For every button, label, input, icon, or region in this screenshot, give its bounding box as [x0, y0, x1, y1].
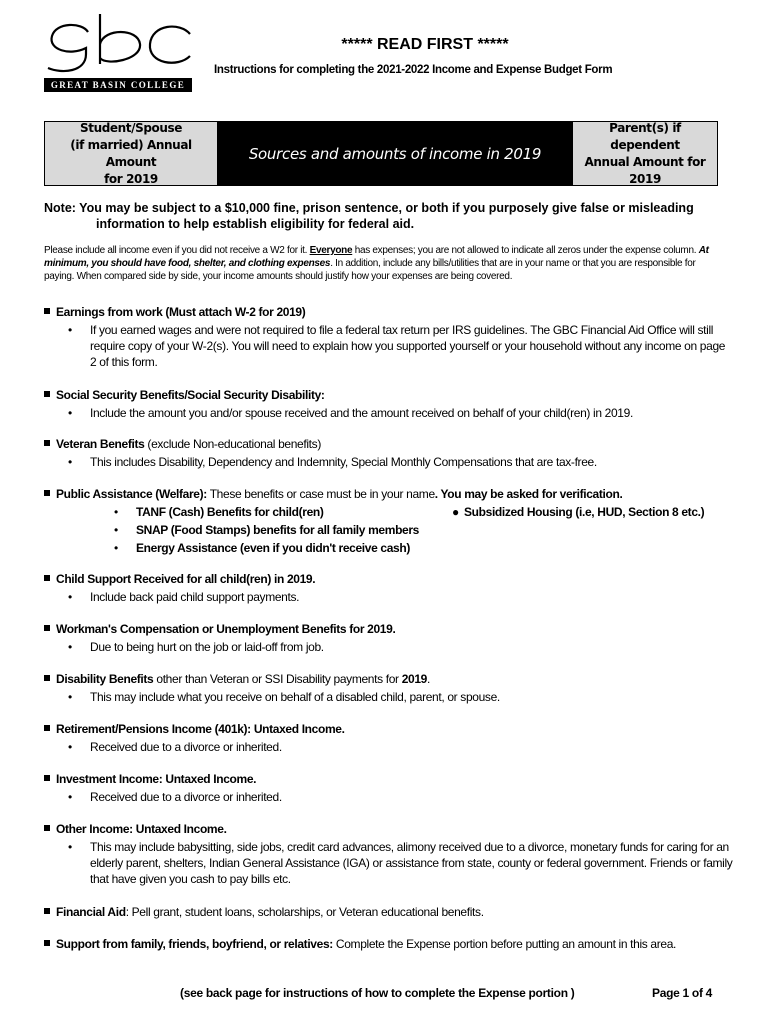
- section-earnings: [44, 304, 734, 370]
- list-item: [44, 589, 734, 605]
- section-heading: Retirement/Pensions Income (401k): Untaxed Income.: [56, 722, 345, 736]
- bullet-icon: •: [114, 523, 118, 537]
- section-heading-year: 2019: [401, 672, 427, 686]
- note-line2: information to help establish eligibility for federal aid.: [96, 217, 415, 231]
- bullet-icon: •: [68, 590, 72, 604]
- intro-emphasis: At minimum, you should have food, shelter, and clothing expenses: [44, 245, 709, 269]
- list-item-text: Due to being hurt on the job or laid-off from job.: [90, 640, 324, 654]
- student-header-line2: (if married) Annual Amount: [70, 137, 192, 169]
- gbc-logo-mark: [42, 14, 194, 78]
- section-financial-aid: [44, 904, 734, 920]
- list-item-text: Include the amount you and/or spouse received and the amount received on behalf of your child(ren) in 2019.: [90, 406, 633, 420]
- square-bullet-icon: [44, 490, 50, 496]
- section-heading: Support from family, friends, boyfriend, or relatives:: [56, 937, 333, 951]
- square-bullet-icon: [44, 308, 50, 314]
- student-spouse-column-header: [45, 122, 217, 185]
- bullet-icon: •: [68, 323, 72, 337]
- section-heading: Veteran Benefits: [56, 437, 145, 451]
- bullet-icon: •: [114, 541, 118, 555]
- list-item-text: This may include babysitting, side jobs, credit card advances, alimony received due to a divorce, monetary funds for caring for an elderly parent, shelters, Indian General Assistance (IGA) or assistance from state, county or federal government. Friends or family that have given you cash to pay bills etc.: [90, 840, 733, 886]
- section-veteran: [44, 436, 734, 470]
- instructions-title: Instructions for completing the 2021-2022 Income and Expense Budget Form: [214, 64, 613, 76]
- square-bullet-icon: [44, 675, 50, 681]
- tanf-item: TANF (Cash) Benefits for child(ren): [136, 505, 324, 519]
- list-item: [44, 789, 734, 805]
- list-item-text: Received due to a divorce or inherited.: [90, 740, 282, 754]
- square-bullet-icon: [44, 940, 50, 946]
- section-heading: Social Security Benefits/Social Security Disability:: [56, 388, 325, 402]
- section-heading-end: . You may be asked for verification.: [434, 487, 623, 501]
- energy-item: Energy Assistance (even if you didn't receive cash): [136, 541, 411, 555]
- snap-item: SNAP (Food Stamps) benefits for all family members: [136, 523, 420, 537]
- square-bullet-icon: [44, 825, 50, 831]
- section-heading: Investment Income: Untaxed Income.: [56, 772, 257, 786]
- square-bullet-icon: [44, 908, 50, 914]
- list-item-text: This may include what you receive on behalf of a disabled child, parent, or spouse.: [90, 690, 500, 704]
- square-bullet-icon: [44, 440, 50, 446]
- student-header-line3: for 2019: [104, 171, 158, 186]
- bullet-icon: •: [68, 690, 72, 704]
- section-heading: Disability Benefits: [56, 672, 154, 686]
- section-public-assistance: [44, 486, 734, 556]
- square-bullet-icon: [44, 575, 50, 581]
- intro-text-2: has expenses; you are not allowed to indicate all zeros under the expense column.: [352, 245, 699, 256]
- intro-everyone: Everyone: [309, 245, 353, 256]
- section-heading-rest: other than Veteran or SSI Disability payments for: [153, 672, 402, 686]
- section-heading-end: .: [426, 672, 430, 686]
- read-first-heading: ***** READ FIRST *****: [341, 36, 509, 53]
- section-family-support: [44, 936, 734, 952]
- section-heading-rest: (exclude Non-educational benefits): [144, 437, 321, 451]
- intro-paragraph: [44, 244, 714, 283]
- section-heading: Workman's Compensation or Unemployment Benefits for 2019.: [56, 622, 396, 636]
- list-item: [44, 739, 734, 755]
- income-sources-title: Sources and amounts of income in 2019: [217, 122, 573, 185]
- bullet-icon: •: [68, 640, 72, 654]
- section-disability: [44, 671, 734, 705]
- bullet-list: [44, 589, 734, 605]
- bullet-list: [44, 454, 734, 470]
- intro-text-1: Please include all income even if you did not receive a W2 for it.: [44, 245, 310, 256]
- bullet-list: [44, 739, 734, 755]
- bullet-list: [44, 689, 734, 705]
- list-item-text: Received due to a divorce or inherited.: [90, 790, 282, 804]
- list-item: [44, 405, 734, 421]
- bullet-list: [44, 322, 734, 370]
- section-workmans-comp: [44, 621, 734, 655]
- square-bullet-icon: [44, 625, 50, 631]
- intro-text-3: . In addition, include any bills/utilities that are in your name or that you are responsible for paying. When compared side by side, your income amounts should justify how your expenses are being covered.: [44, 258, 696, 282]
- bullet-icon: •: [68, 790, 72, 804]
- bullet-icon: •: [68, 406, 72, 420]
- square-bullet-icon: [44, 391, 50, 397]
- public-assistance-items: [44, 502, 734, 556]
- list-item: [44, 454, 734, 470]
- parent-header-line3: 2019: [629, 171, 661, 186]
- logo-band-text: GREAT BASIN COLLEGE: [44, 78, 192, 92]
- section-heading: Other Income: Untaxed Income.: [56, 822, 227, 836]
- list-item: [44, 689, 734, 705]
- footer-instructions: (see back page for instructions of how to complete the Expense portion ): [180, 986, 575, 1000]
- section-heading-rest: : Pell grant, student loans, scholarships, or Veteran educational benefits.: [125, 905, 484, 919]
- list-item: [44, 322, 734, 370]
- square-bullet-icon: [44, 725, 50, 731]
- section-heading: Earnings from work (Must attach W-2 for 2019): [56, 305, 306, 319]
- note-line1: Note: You may be subject to a $10,000 fine, prison sentence, or both if you purposely give false or misleading: [44, 201, 694, 215]
- student-header-line1: Student/Spouse: [79, 120, 182, 135]
- list-item-text: Include back paid child support payments.: [90, 590, 300, 604]
- bullet-list: [44, 839, 734, 887]
- bullet-list: [44, 639, 734, 655]
- section-other-income: [44, 821, 734, 887]
- square-bullet-icon: [44, 775, 50, 781]
- page-number: Page 1 of 4: [652, 986, 713, 1000]
- section-heading: Financial Aid: [56, 905, 126, 919]
- bullet-icon: •: [114, 505, 118, 519]
- section-heading-rest: Complete the Expense portion before putting an amount in this area.: [332, 937, 677, 951]
- parent-column-header: [573, 122, 717, 185]
- bullet-icon: •: [68, 840, 72, 854]
- list-item: [44, 839, 734, 887]
- parent-header-line1: Parent(s) if dependent: [609, 120, 681, 152]
- section-investment: [44, 771, 734, 805]
- section-heading: Public Assistance (Welfare):: [56, 487, 207, 501]
- bullet-icon: •: [68, 455, 72, 469]
- list-item: [44, 639, 734, 655]
- section-social-security: [44, 387, 734, 421]
- warning-note: [44, 200, 724, 232]
- parent-header-line2: Annual Amount for: [584, 154, 706, 169]
- bullet-list: [44, 789, 734, 805]
- section-heading-mid: These benefits or case must be in your name: [206, 487, 435, 501]
- list-item-text: If you earned wages and were not required to file a federal tax return per IRS guidelines. The GBC Financial Aid Office will still require copy of your W-2(s). You will need to explain how you supported yourself or your household without any income on page 2 of this form.: [90, 323, 726, 369]
- bullet-icon: •: [68, 740, 72, 754]
- section-child-support: [44, 571, 734, 605]
- list-item-text: This includes Disability, Dependency and Indemnity, Special Monthly Compensations that are tax-free.: [90, 455, 597, 469]
- college-logo: [42, 14, 194, 94]
- bullet-list: [44, 405, 734, 421]
- section-retirement: [44, 721, 734, 755]
- housing-item: Subsidized Housing (i.e, HUD, Section 8 etc.): [464, 505, 705, 519]
- section-heading: Child Support Received for all child(ren) in 2019.: [56, 572, 316, 586]
- income-header-box: [44, 121, 718, 186]
- bullet-icon: ●: [452, 505, 459, 519]
